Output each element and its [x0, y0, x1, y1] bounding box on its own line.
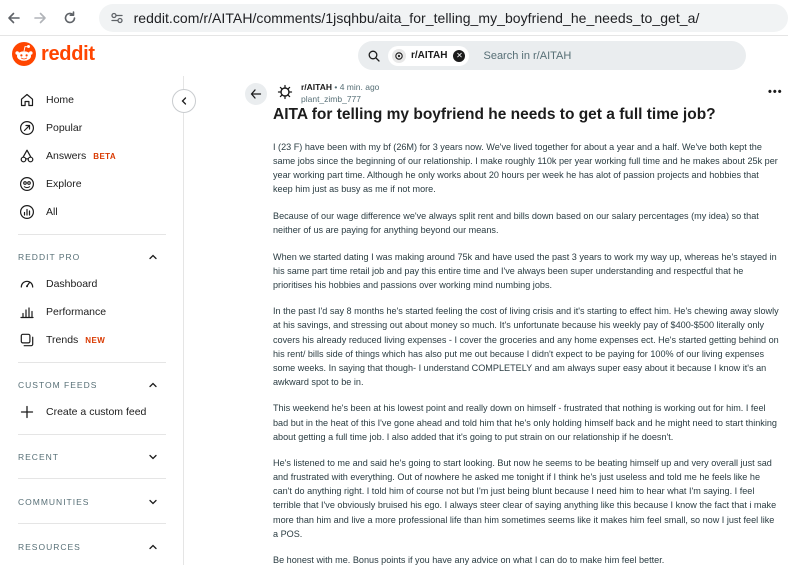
sidebar-item-dashboard[interactable]	[18, 272, 97, 296]
sidebar-divider	[18, 362, 166, 363]
section-label: COMMUNITIES	[18, 497, 90, 507]
chevron-up-icon	[148, 252, 158, 262]
sidebar-item-performance[interactable]	[18, 300, 106, 324]
sidebar-item-home[interactable]	[18, 88, 74, 112]
section-resources[interactable]	[18, 537, 158, 557]
url-text[interactable]: reddit.com/r/AITAH/comments/1jsqhbu/aita_for_telling_my_boyfriend_he_needs_to_get_a/	[133, 9, 700, 26]
chevron-up-icon	[148, 542, 158, 552]
sidebar-item-label: Dashboard	[46, 278, 98, 290]
subreddit-icon	[277, 84, 293, 100]
all-icon	[18, 203, 36, 221]
post-paragraph: Be honest with me. Bonus points if you have any advice on what I can do to make him feel better.	[273, 555, 665, 566]
left-sidebar	[0, 76, 184, 565]
reddit-snoo-icon	[12, 42, 36, 66]
subreddit-avatar-icon	[392, 49, 406, 63]
dashboard-icon	[18, 275, 36, 293]
popular-icon	[18, 119, 36, 137]
sidebar-item-answers[interactable]	[18, 144, 116, 168]
search-input[interactable]: Search in r/AITAH	[483, 49, 572, 62]
meta-separator: •	[332, 82, 340, 92]
home-icon	[18, 91, 36, 109]
answers-icon	[18, 147, 36, 165]
reddit-logo[interactable]	[12, 42, 95, 66]
arrow-left-icon	[7, 11, 21, 25]
create-custom-feed-button[interactable]	[18, 400, 146, 424]
sidebar-divider	[18, 523, 166, 524]
section-recent[interactable]	[18, 447, 158, 467]
chevron-up-icon	[148, 380, 158, 390]
author-link[interactable]: plant_zimb_777	[301, 94, 362, 104]
back-button[interactable]	[245, 83, 267, 105]
subreddit-avatar[interactable]	[277, 84, 293, 100]
site-settings-icon[interactable]	[109, 10, 125, 26]
subreddit-link[interactable]: r/AITAH	[301, 82, 333, 92]
post-body	[273, 140, 781, 580]
sidebar-item-explore[interactable]	[18, 172, 82, 196]
reddit-header	[0, 36, 788, 76]
browser-toolbar	[0, 0, 788, 36]
sidebar-item-all[interactable]	[18, 200, 58, 224]
sidebar-item-popular[interactable]	[18, 116, 82, 140]
chevron-left-icon	[179, 96, 189, 106]
sidebar-divider	[18, 234, 166, 235]
search-icon	[368, 50, 380, 62]
post-paragraph: In the past I'd say 8 months he's started feeling the cost of living crisis and it's starting to effect him. He's chewing away slowly at his savings, and stressing out about money so much. It's unfortunate because his weekly pay of $400-$500 literally only covers his already reduced living expenses - I cover the groceries and any home expenses ect. He's started getting behind on his rent/ bills side of things which has also put me out because I didn't expect to be paying for 100% of our living expenses some weeks. In saying that though- I understand COMPLETELY and am always super easy about it because I know it's an awkward spot to be in.	[273, 306, 779, 387]
performance-icon	[18, 303, 36, 321]
sidebar-item-label: Performance	[46, 306, 107, 318]
browser-back-button[interactable]	[1, 5, 27, 31]
arrow-left-icon	[250, 88, 262, 100]
create-custom-feed-label: Create a custom feed	[46, 406, 147, 418]
sidebar-item-label: Trends	[46, 334, 79, 346]
browser-forward-button[interactable]	[28, 5, 54, 31]
post-time: 4 min. ago	[339, 82, 380, 92]
chevron-down-icon	[148, 497, 158, 507]
more-options-icon[interactable]: •••	[768, 86, 783, 98]
chevron-down-icon	[148, 452, 158, 462]
section-label: RESOURCES	[18, 542, 81, 552]
explore-icon	[18, 175, 36, 193]
collapse-sidebar-button[interactable]	[172, 89, 196, 113]
search-bar[interactable]	[358, 41, 746, 70]
section-label: CUSTOM FEEDS	[18, 380, 98, 390]
post-title: AITA for telling my boyfriend he needs to get a full time job?	[273, 106, 716, 123]
sidebar-item-label: All	[46, 206, 58, 218]
post-meta	[301, 82, 379, 92]
section-communities[interactable]	[18, 492, 158, 512]
section-label: RECENT	[18, 452, 59, 462]
post-paragraph: This weekend he's been at his lowest point and really down on himself - frustrated that nothing is working out for him. I feel bad but in the heat of this I've gone ahead and told him that he's only holding himself back and he might need to start thinking about getting a full time job. I also added that it's going to put strain on our relationship if he doesn't.	[273, 403, 777, 442]
sidebar-item-label: Answers	[46, 150, 87, 162]
new-badge: NEW	[85, 335, 106, 345]
sidebar-item-trends[interactable]	[18, 328, 105, 352]
reload-icon	[63, 11, 77, 25]
sidebar-item-label: Popular	[46, 122, 83, 134]
section-reddit-pro[interactable]	[18, 247, 158, 267]
post-paragraph: He's listened to me and said he's going to start looking. But now he seems to be beating himself up and very overall just sad and frustrated with everything. Out of nowhere he asked me tonight if I think he's just useless and told me he feels like he can't do anything right. I told him of course not but I'm just being blunt because I need him to hear what I'm saying. I feel terrible that I've obviously bruised his ego. I always steer clear of saying anything like this because I know the fact that i make more than him and live a more professional life than him sometimes seems like it makes him feel small, so now I just feel like a POS.	[273, 458, 777, 539]
address-bar[interactable]	[99, 4, 788, 32]
trends-icon	[18, 331, 36, 349]
post-paragraph: I (23 F) have been with my bf (26M) for 3 years now. We've lived together for about a year and a half. We've both kept the same jobs since the beginning of our relationship. I make roughly 110k per year working full time and he makes about 25k per year working part time. Although he only works about 20 hours per week he has alot of passion projects and hobbies that keep him just as busy as me if not more.	[273, 142, 778, 195]
subreddit-search-chip	[388, 46, 469, 66]
reddit-wordmark: reddit	[41, 42, 95, 65]
sidebar-divider	[18, 434, 166, 435]
beta-badge: BETA	[93, 151, 117, 161]
post-paragraph: When we started dating I was making around 75k and have used the past 3 years to work my way up, whereas he's stayed in his same part time retail job and pay this entire time and I've always been super understanding and respectful that he prioritises his hobbies and passions over working mind numbing jobs.	[273, 251, 777, 290]
chip-label: r/AITAH	[411, 50, 448, 61]
section-label: REDDIT PRO	[18, 252, 81, 262]
post-paragraph: Because of our wage difference we've always split rent and bills down based on our salary percentages (my idea) so that neither of us are paying for anything beyond our means.	[273, 210, 759, 235]
plus-icon	[18, 403, 36, 421]
arrow-right-icon	[33, 11, 47, 25]
section-custom-feeds[interactable]	[18, 375, 158, 395]
sidebar-item-label: Home	[46, 94, 75, 106]
clear-chip-icon[interactable]: ✕	[453, 50, 465, 62]
sidebar-item-label: Explore	[46, 178, 82, 190]
browser-reload-button[interactable]	[57, 5, 83, 31]
sidebar-divider	[18, 478, 166, 479]
